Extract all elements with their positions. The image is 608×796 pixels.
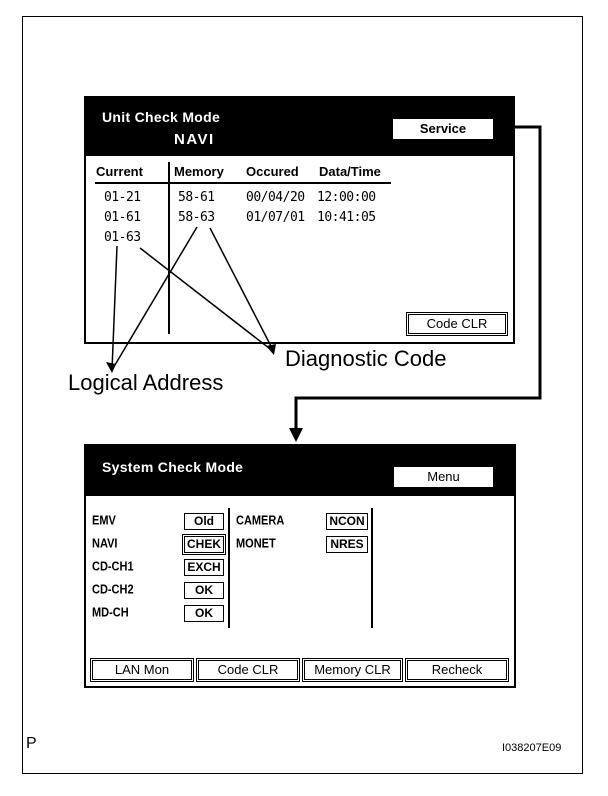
system-label-md-ch: MD-CH [92,606,129,620]
system-label-monet: MONET [236,537,276,551]
column-header-memory: Memory [174,164,224,179]
unit-check-subtitle: NAVI [174,131,215,148]
column-header-datatime: Data/Time [319,164,381,179]
column-header-occured: Occured [246,164,299,179]
status-badge[interactable]: EXCH [184,559,224,576]
corner-letter: P [26,735,37,752]
code-clr-button[interactable]: Code CLR [408,314,506,334]
current-code: 01-63 [104,230,141,245]
status-badge[interactable]: NCON [326,513,368,530]
lan-mon-button[interactable]: LAN Mon [92,660,192,680]
arrow-down-icon [289,428,303,442]
leader-line [112,227,197,370]
figure-id: I038207E09 [502,742,562,754]
code-clr-button[interactable]: Code CLR [198,660,298,680]
occured-date: 00/04/20 [246,190,305,205]
flow-line [296,127,540,432]
status-badge[interactable]: OK [184,582,224,599]
occured-date: 01/07/01 [246,210,305,225]
status-badge[interactable]: NRES [326,536,368,553]
system-check-title: System Check Mode [102,459,244,475]
memory-clr-button[interactable]: Memory CLR [304,660,401,680]
system-label-cd-ch2: CD-CH2 [92,583,134,597]
system-label-cd-ch1: CD-CH1 [92,560,134,574]
leader-line [140,248,274,352]
column-header-current: Current [96,164,143,179]
menu-button[interactable]: Menu [393,466,494,488]
leader-line [210,228,274,352]
leader-line [112,246,117,370]
status-badge[interactable]: Old [184,513,224,530]
diagnostic-code-callout: Diagnostic Code [285,346,447,371]
current-code: 01-61 [104,210,141,225]
memory-code: 58-61 [178,190,215,205]
occured-time: 12:00:00 [317,190,376,205]
system-label-navi: NAVI [92,537,118,551]
recheck-button[interactable]: Recheck [407,660,507,680]
occured-time: 10:41:05 [317,210,376,225]
logical-address-callout: Logical Address [68,370,224,395]
service-button[interactable]: Service [392,118,494,140]
memory-code: 58-63 [178,210,215,225]
status-badge[interactable]: OK [184,605,224,622]
system-label-emv: EMV [92,514,116,528]
status-badge[interactable]: CHEK [184,536,224,553]
arrowhead [266,344,276,355]
unit-check-title: Unit Check Mode [102,109,221,125]
system-label-camera: CAMERA [236,514,285,528]
current-code: 01-21 [104,190,141,205]
